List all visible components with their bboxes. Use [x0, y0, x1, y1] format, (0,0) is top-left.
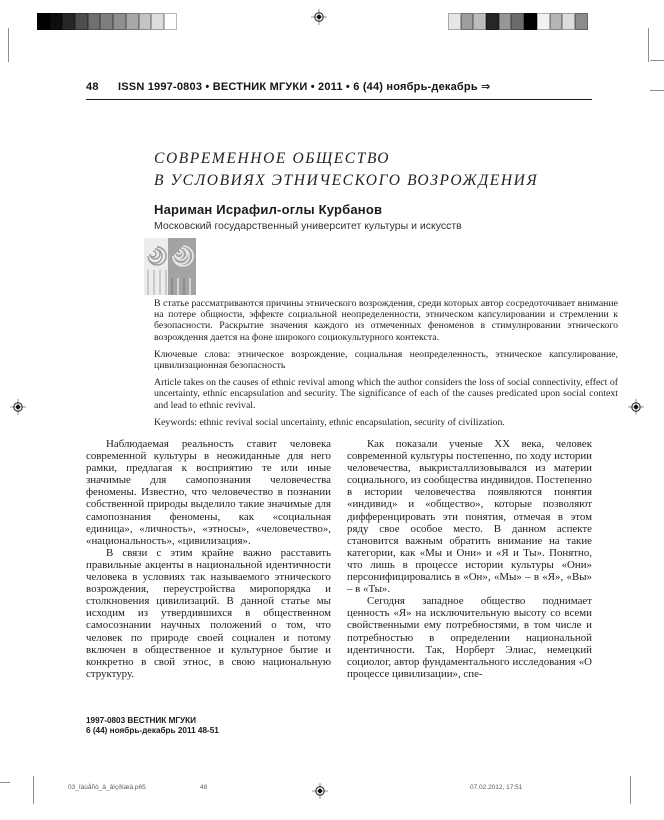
- footer-journal-info: [86, 716, 219, 736]
- column-capital-image: [144, 238, 196, 300]
- page-number: 48: [86, 81, 99, 93]
- calibration-swatch: [100, 13, 113, 30]
- calibration-swatch: [524, 13, 537, 30]
- calibration-swatch: [126, 13, 139, 30]
- calibration-swatch: [550, 13, 563, 30]
- footer-line1: 1997-0803 ВЕСТНИК МГУКИ: [86, 716, 197, 725]
- calibration-swatch: [88, 13, 101, 30]
- body-column-right: [347, 438, 592, 680]
- calibration-swatch: [448, 13, 461, 30]
- crop-mark: [650, 90, 664, 91]
- crop-mark: [33, 776, 34, 804]
- calibration-swatch: [37, 13, 50, 30]
- registration-mark-icon: [10, 399, 26, 415]
- crop-mark: [648, 28, 649, 62]
- registration-mark-icon: [312, 783, 328, 799]
- calibration-swatch: [473, 13, 486, 30]
- calibration-swatch: [537, 13, 550, 30]
- abstract-russian: В статье рассматриваются причины этнического возрождения, среди которых автор сосредоточивает внимание на потере общности, эффекте социальной неопределенности, этническом капсулировании и стремлении к безопасности. Раскрытие значения каждого из отмеченных феноменов в стимулировании этнического возрождения дается на фоне широкого социокультурного контекста.: [154, 298, 618, 343]
- calibration-swatch: [151, 13, 164, 30]
- calibration-swatch: [499, 13, 512, 30]
- calibration-swatch: [113, 13, 126, 30]
- calibration-bar-right: [448, 13, 588, 30]
- calibration-swatch: [75, 13, 88, 30]
- author-name: Нариман Исрафил-оглы Курбанов: [154, 202, 383, 217]
- calibration-swatch: [164, 13, 177, 30]
- registration-mark-icon: [311, 9, 327, 25]
- calibration-swatch: [562, 13, 575, 30]
- keywords-russian: Ключевые слова: этническое возрождение, социальная неопределенность, этническое капсулирование, цивилизационная безопасность: [154, 348, 618, 372]
- abstract-english: Article takes on the causes of ethnic revival among which the author considers the loss of social connectivity, effect of uncertainty, ethnic encapsulation and security. The significance of each of the causes predicated upon social context and lead to ethnic revival.: [154, 377, 618, 411]
- article-title-line1: СОВРЕМЕННОЕ ОБЩЕСТВО: [154, 150, 391, 167]
- calibration-swatch: [511, 13, 524, 30]
- body-paragraph: Сегодня западное общество поднимает ценность «Я» на исключительную высоту со всеми свойственными ему потребностями, в том числе и потребностью в определении национальной идентичности. Так, Норберт Элиас, немецкий социолог, автор фундаментального исследования «О процессе цивилизации», спе-: [347, 595, 592, 680]
- registration-mark-icon: [628, 399, 644, 415]
- body-column-left: [86, 438, 331, 680]
- article-title-line2: В УСЛОВИЯХ ЭТНИЧЕСКОГО ВОЗРОЖДЕНИЯ: [154, 172, 539, 189]
- body-paragraph: Как показали ученые XX века, человек современной культуры постепенно, по ходу истории человечества, выкристаллизовывался из материи социального, из сообщества индивидов. Постепенно в истории человечества появляются понятия «индивид» и «общество», которые позволяют дифференцировать эти понятия, отмечая в этом ряду свое особое место. В данном аспекте становится важным обратить внимание на такие категории, как «Мы и Они» и «Я и Ты». Понятно, что лишь в процессе истории культуры «Они» персонифицировались в «Он», «Мы» – в «Я», «Вы» – в «Ты».: [347, 438, 592, 596]
- crop-mark: [0, 782, 10, 783]
- keywords-english: Keywords: ethnic revival social uncertainty, ethnic encapsulation, security of civilization.: [154, 416, 505, 428]
- footer-line2: 6 (44) ноябрь-декабрь 2011 48-51: [86, 726, 219, 735]
- body-paragraph: Наблюдаемая реальность ставит человека современной культуры в неожиданные для него рамки, предлагая к восприятию те или иные значимые для самопознания человечества феномены. Известно, что человечество в познании собственной природы выделило такие значимые для самопознания феномены, как «социальная единица», «личность», «этносы», «человечество», «национальность», «цивилизация».: [86, 438, 331, 547]
- calibration-swatch: [461, 13, 474, 30]
- prepress-file-name: 03_îáùåñò_â_âîçðîæä.p65: [68, 784, 146, 791]
- calibration-swatch: [139, 13, 152, 30]
- crop-mark: [8, 28, 9, 62]
- calibration-bar-left: [37, 13, 177, 30]
- body-paragraph: В связи с этим крайне важно расставить правильные акценты в национальной идентичности человека в условиях так называемого этнического возрождения, переустройства миропорядка и столкновения цивилизаций. В данной статье мы исходим из утвердившихся в общественном самосознании научных положений о том, что человек по природе своей социален и потому включен в общественное и культурное бытие и конкретно в свой этнос, в свою национальную структуру.: [86, 546, 331, 680]
- crop-mark: [630, 776, 631, 804]
- calibration-swatch: [486, 13, 499, 30]
- journal-issue-line: ISSN 1997-0803 • ВЕСТНИК МГУКИ • 2011 • 6 (44) ноябрь-декабрь ⇒: [118, 81, 491, 93]
- prepress-datetime: 07.02.2012, 17:51: [470, 784, 523, 791]
- article-title: [154, 148, 614, 192]
- calibration-swatch: [62, 13, 75, 30]
- calibration-swatch: [575, 13, 588, 30]
- annotation-block: [154, 298, 618, 434]
- author-affiliation: Московский государственный университет культуры и искусств: [154, 220, 462, 232]
- crop-mark: [650, 60, 664, 61]
- running-head: [86, 80, 592, 100]
- prepress-page-number: 48: [200, 784, 208, 791]
- calibration-swatch: [50, 13, 63, 30]
